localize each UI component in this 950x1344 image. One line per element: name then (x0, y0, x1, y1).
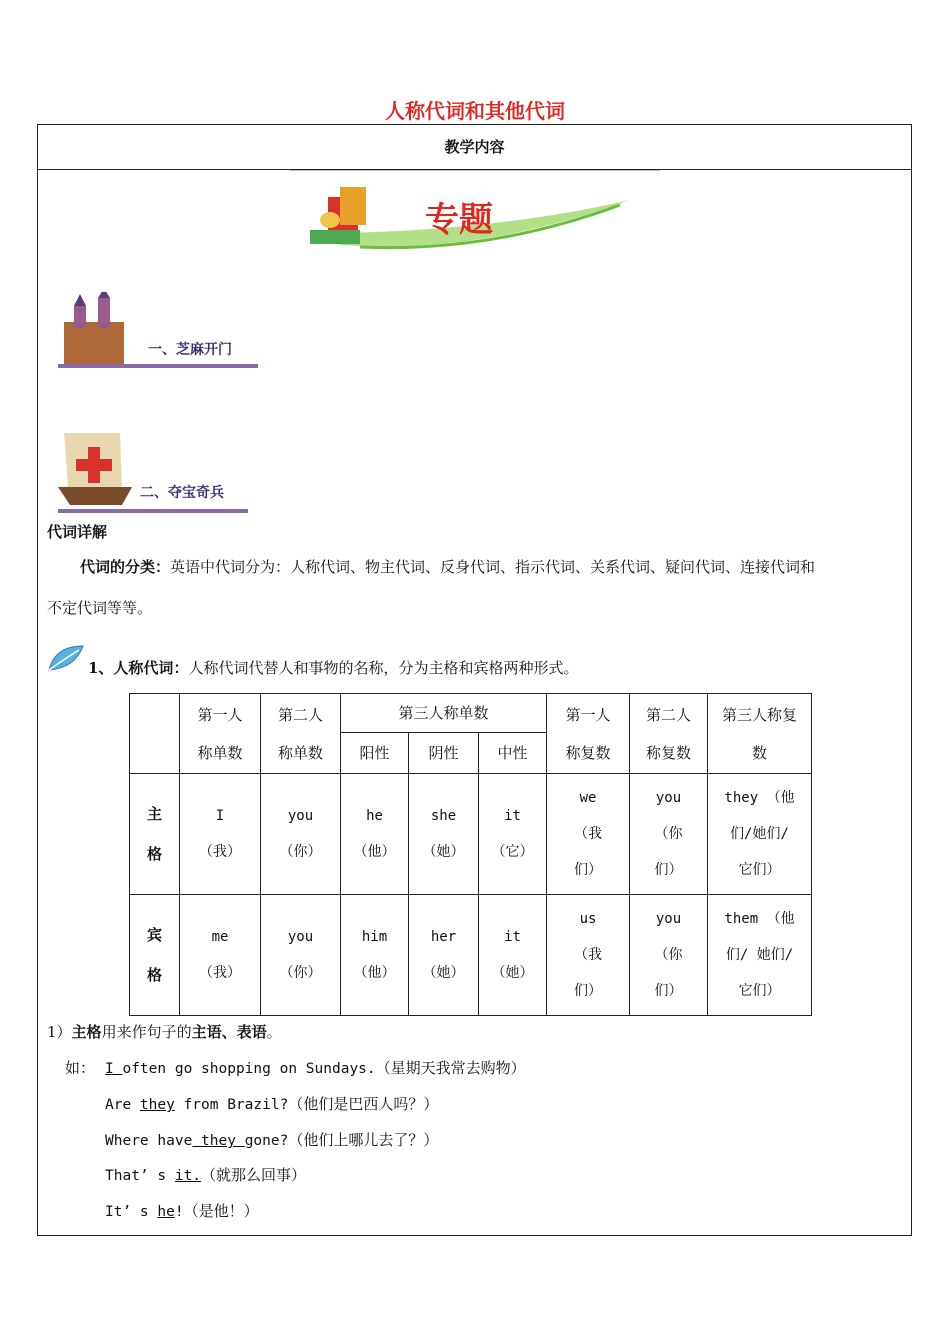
cell: you （你 们） (630, 895, 708, 1016)
pronoun-heading: 代词详解 (47, 523, 108, 541)
example-label: 如： (65, 1059, 96, 1077)
usage-bold-nominative: 主格 (71, 1023, 102, 1041)
header-second-plural: 第二人 称复数 (630, 694, 708, 774)
section-header: 教学内容 (444, 138, 505, 156)
document-title: 人称代词和其他代词 (385, 99, 565, 123)
classification-line1 (80, 557, 815, 577)
usage-prefix: 1） (47, 1023, 72, 1041)
classification-line2: 不定代词等等。 (47, 599, 153, 617)
cup-icon (320, 212, 340, 228)
header-third-plural: 第三人称复 数 (708, 694, 812, 774)
example-line: Where have they gone?（他们上哪儿去了？） (105, 1131, 439, 1149)
personal-pronoun-line (88, 658, 578, 678)
usage-bold-roles: 主语、表语 (191, 1023, 267, 1041)
cell: she （她） (409, 774, 479, 895)
header-third-singular: 第三人称单数 (341, 694, 547, 733)
cell: I （我） (180, 774, 261, 895)
cell: it （它） (479, 774, 547, 895)
cell: her （她） (409, 895, 479, 1016)
cell: you （你） (261, 774, 341, 895)
table-row-nominative (130, 774, 812, 895)
cell: he （他） (341, 774, 409, 895)
example-line: Are they from Brazil?（他们是巴西人吗？） (105, 1095, 439, 1113)
example-line: I often go shopping on Sundays.（星期天我常去购物） (105, 1059, 526, 1077)
personal-text: 人称代词代替人和事物的名称，分为主格和宾格两种形式。 (188, 659, 579, 677)
row-label-objective: 宾 格 (130, 895, 180, 1016)
usage-middle: 用来作句子的 (101, 1023, 192, 1041)
header-neuter: 中性 (479, 733, 547, 774)
cell: you （你 们） (630, 774, 708, 895)
cell: us （我 们） (547, 895, 630, 1016)
section2-banner (50, 425, 250, 517)
personal-label: 1、人称代词： (88, 659, 189, 677)
table-row-objective (130, 895, 812, 1016)
example-line: That’ s it.（就那么回事） (105, 1166, 307, 1184)
banner-topline (290, 170, 660, 172)
cell: it （她） (479, 895, 547, 1016)
header-second-singular: 第二人 称单数 (261, 694, 341, 774)
header-first-plural: 第一人 称复数 (547, 694, 630, 774)
section2-text: 二、夺宝奇兵 (140, 485, 224, 501)
cell: they （他 们/她们/ 它们） (708, 774, 812, 895)
row-label-nominative: 主 格 (130, 774, 180, 895)
cell: them （他 们/ 她们/ 它们） (708, 895, 812, 1016)
topic-banner (300, 175, 645, 270)
cell: me （我） (180, 895, 261, 1016)
section1-text: 一、芝麻开门 (148, 342, 232, 358)
pronoun-table (129, 693, 812, 1016)
table-corner (130, 694, 180, 774)
header-masculine: 阳性 (341, 733, 409, 774)
leaf-icon (45, 642, 87, 674)
header-feminine: 阴性 (409, 733, 479, 774)
usage-line (47, 1022, 282, 1042)
cell: we （我 们） (547, 774, 630, 895)
topic-banner-text: 专题 (425, 200, 493, 240)
usage-end: 。 (266, 1023, 282, 1041)
classification-text: 英语中代词分为：人称代词、物主代词、反身代词、指示代词、关系代词、疑问代词、连接代词和 (170, 558, 816, 576)
cell: you （你） (261, 895, 341, 1016)
example-line: It’ s he!（是他！） (105, 1202, 259, 1220)
section1-banner (50, 292, 260, 374)
castle-icon (64, 322, 124, 364)
cell: him （他） (341, 895, 409, 1016)
classification-label: 代词的分类： (80, 558, 171, 576)
header-first-singular: 第一人 称单数 (180, 694, 261, 774)
